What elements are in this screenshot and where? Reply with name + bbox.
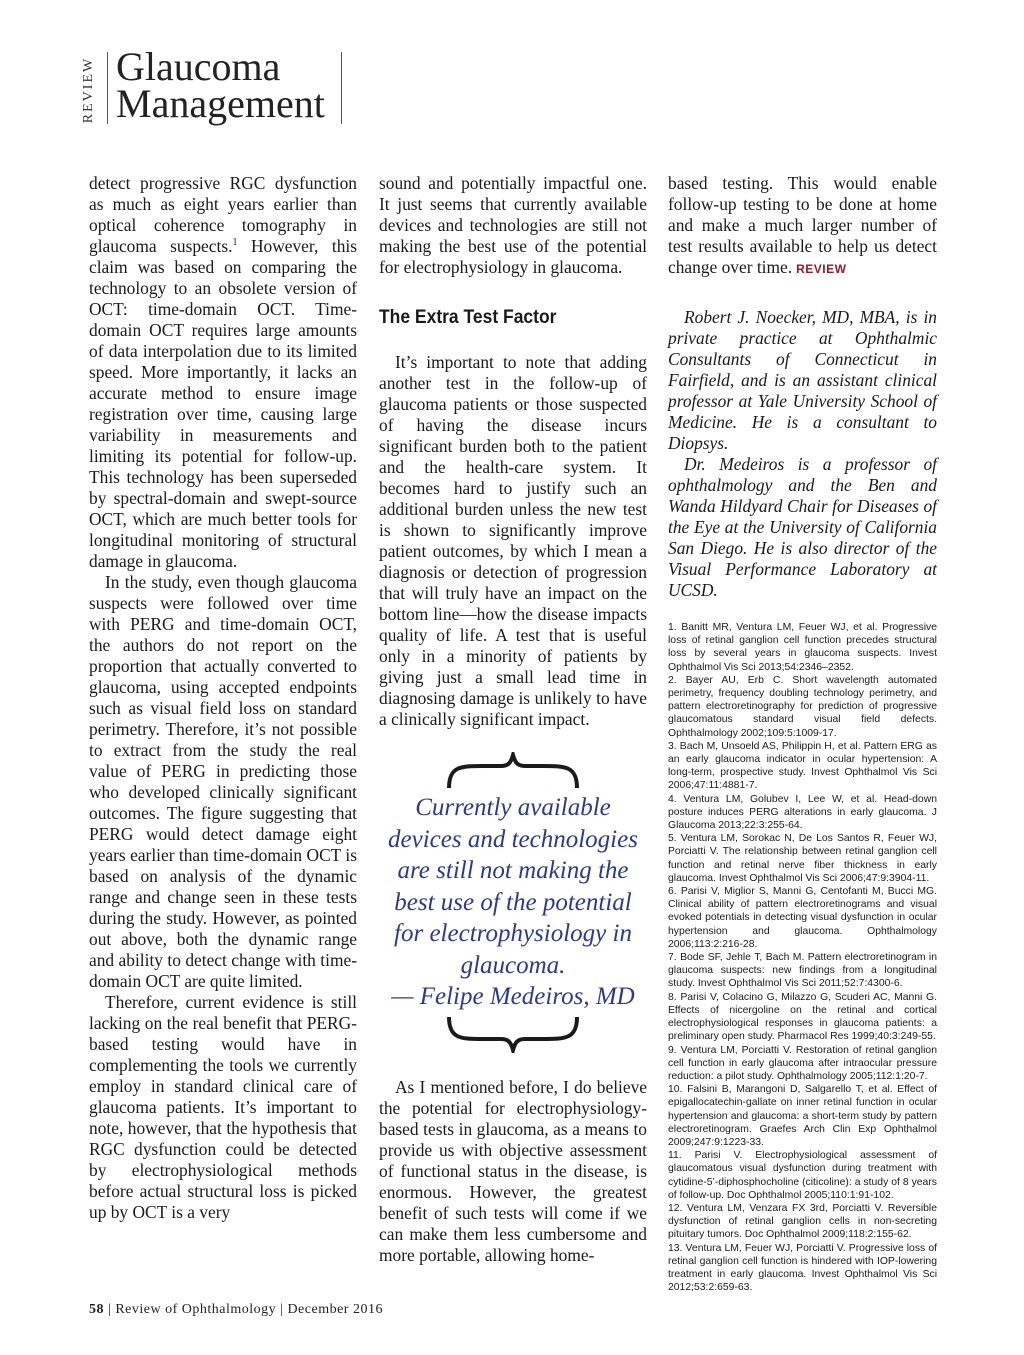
title-line-1: Glaucoma <box>116 44 281 89</box>
reference-item: 7. Bode SF, Jehle T, Bach M. Pattern electroretinogram in glaucoma suspects: new findings from a longitudinal study. Invest Ophthalmol Vis Sci 2011;52:7:4300-6. <box>668 952 937 990</box>
reference-item: 10. Falsini B, Marangoni D, Salgarello T, et al. Effect of epigallocatechin-gallate on inner retinal function in ocular hypertension and glaucoma: a short-term study by pattern electroretinogram. Graefes Arch Clin Exp Ophthalmol 2009;247:9:1223-33. <box>668 1084 937 1148</box>
page-number: 58 <box>89 1302 104 1317</box>
pull-quote <box>379 752 647 1053</box>
col1-paragraph-2: In the study, even though glaucoma suspects were followed over time with PERG and time-domain OCT, the authors do not report on the proportion that actually converted to glaucoma, using accepted endpoints such as visual field loss on standard perimetry. Therefore, it’s not possible to extract from the study the real value of PERG in predicting those who developed clinically significant outcomes. The figure suggesting that PERG would detect damage eight years earlier than time-domain OCT is based on analysis of the dynamic range and change seen in these tests during the study. However, as pointed out above, both the dynamic range and ability to detect change with time-domain OCT are quite limited. <box>89 572 357 991</box>
subhead-extra-test-factor: The Extra Test Factor <box>379 307 557 328</box>
brace-bottom-icon <box>379 1013 647 1053</box>
col1-paragraph-3: Therefore, current evidence is still lacking on the real benefit that PERG-based testing would have in complementing the tools we currently employ in standard clinical care of glaucoma patients. It’s important to note, however, that the hypothesis that RGC dysfunction could be detected by electrophysiological methods before actual structural loss is picked up by OCT is a very <box>89 992 357 1222</box>
page-footer <box>89 1302 383 1318</box>
header-rule-left <box>107 52 108 124</box>
references <box>668 621 937 1294</box>
reference-item: 9. Ventura LM, Porciatti V. Restoration of retinal ganglion cell function in early glaucoma after intraocular pressure reduction: a pilot study. Ophthalmology 2005;112:1:20-7. <box>668 1044 937 1082</box>
column-1 <box>89 173 357 1223</box>
column-3 <box>668 173 937 1294</box>
reference-item: 1. Banitt MR, Ventura LM, Feuer WJ, et al. Progressive loss of retinal ganglion cell function precedes structural loss by several years in glaucoma suspects. Invest Ophthalmol Vis Sci 2013;54:2346–2352. <box>668 622 937 673</box>
reference-item: 6. Parisi V, Miglior S, Manni G, Centofanti M, Bucci MG. Clinical ability of pattern electroretinograms and visual evoked potentials in detecting visual dysfunction in ocular hypertension and glaucoma. Ophthalmology 2006;113:2:216-28. <box>668 886 937 950</box>
citation-1: 1 <box>232 237 238 249</box>
col1-paragraph-1 <box>89 173 357 572</box>
reference-item: 5. Ventura LM, Sorokac N, De Los Santos R, Feuer WJ, Porciatti V. The relationship between retinal ganglion cell function and retinal nerve fiber thickness in early glaucoma. Invest Ophthalmol Vis Sci 2006;47:9:3904-11. <box>668 833 937 884</box>
reference-item: 3. Bach M, Unsoeld AS, Philippin H, et al. Pattern ERG as an early glaucoma indicator in ocular hypertension: A long-term, prospective study. Invest Ophthalmol Vis Sci 2006;47:11:4881-7. <box>668 740 937 792</box>
brace-top-icon <box>379 752 647 792</box>
bio-medeiros: Dr. Medeiros is a professor of ophthalmology and the Ben and Wanda Hildyard Chair for Diseases of the Eye at the University of California San Diego. He is also director of the Visual Performance Laboratory at UCSD. <box>668 454 937 600</box>
col2-paragraph-2: It’s important to note that adding another test in the follow-up of glaucoma patients or those suspected of having the disease incurs significant burden both to the patient and the health-care system. It becomes hard to justify such an additional burden unless the new test is shown to significantly improve patient outcomes, by which I mean a diagnosis or detection of progression that will truly have an impact on the bottom line—how the disease impacts quality of life. A test that is useful only in a minority of patients by giving just a small lead time in diagnosing damage is unlikely to have a clinically significant impact. <box>379 352 647 729</box>
page-title <box>116 44 325 126</box>
footer-separator-1: | <box>108 1302 112 1317</box>
col1-p1-cont: However, this claim was based on comparing the technology to an obsolete version of OCT: time-domain OCT. Time-domain OCT requires large amounts of data interpolation due to its limited speed. More importantly, it lacks an accurate method to ensure image registration over time, causing large variability in measurements and limiting its potential for follow-up. This technology has been superseded by spectral-domain and swept-source OCT, which are much better tools for longitudinal monitoring of structural damage in glaucoma. <box>89 236 357 571</box>
col3-paragraph-1 <box>668 173 937 280</box>
pull-quote-text: Currently available devices and technologies are still not making the best use of the potential for electrophysiology in glaucoma. <box>388 794 638 979</box>
col3-p1-text: based testing. This would enable follow-up testing to be done at home and make a much larger number of test results available to help us detect change over time. <box>668 173 937 277</box>
col1-p1-text: detect progressive RGC dysfunction as much as eight years earlier than optical coherence tomography in glaucoma suspects. <box>89 173 357 256</box>
title-line-2: Management <box>116 81 325 126</box>
col2-paragraph-3: As I mentioned before, I do believe the potential for electrophysiology-based tests in glaucoma, as a means to provide us with objective assessment of functional status in the disease, is enormous. However, the greatest benefit of such tests will come if we can make them less cumbersome and more portable, allowing home- <box>379 1076 647 1265</box>
reference-item: 2. Bayer AU, Erb C. Short wavelength automated perimetry, frequency doubling technology perimetry, and pattern electroretinography for prediction of progressive glaucomatous standard visual field defects. Ophthalmology 2002;109:5:1009-17. <box>668 674 937 739</box>
reference-item: 11. Parisi V. Electrophysiological assessment of glaucomatous visual dysfunction during treatment with cytidine-5’-diphosphocholine (citicoline): a study of 8 years of follow-up. Doc Ophthalmol 2005;110:1:91-102. <box>668 1150 937 1201</box>
reference-item: 12. Ventura LM, Venzara FX 3rd, Porciatti V. Reversible dysfunction of retinal ganglion cells in non-secreting pituitary tumors. Doc Ophthalmol 2009;118:2:155-62. <box>668 1202 937 1241</box>
section-label <box>74 52 104 128</box>
column-2 <box>379 173 647 1266</box>
reference-list <box>668 621 937 1294</box>
pull-quote-attribution: — Felipe Medeiros, MD <box>391 983 635 1010</box>
reference-item: 4. Ventura LM, Golubev I, Lee W, et al. Head-down posture induces PERG alterations in early glaucoma. J Glaucoma 2013;22:3:255-64. <box>668 793 937 832</box>
publication-name: Review of Ophthalmology <box>115 1302 277 1317</box>
bio-noecker: Robert J. Noecker, MD, MBA, is in private practice at Ophthalmic Consultants of Connecticut in Fairfield, and is an assistant clinical professor at Yale University School of Medicine. He is a consultant to Diopsys. <box>668 307 937 453</box>
footer-separator-2: | <box>280 1302 284 1317</box>
end-of-article-mark: REVIEW <box>796 262 847 276</box>
section-label-text: REVIEW <box>81 56 96 124</box>
col2-paragraph-1: sound and potentially impactful one. It just seems that currently available devices and technologies are still not making the best use of the potential for electrophysiology in glaucoma. <box>379 173 647 277</box>
reference-item: 13. Ventura LM, Feuer WJ, Porciatti V. Progressive loss of retinal ganglion cell function is hindered with IOP-lowering treatment in early glaucoma. Invest Ophthalmol Vis Sci 2012;53:2:659-63. <box>668 1242 937 1294</box>
reference-item: 8. Parisi V, Colacino G, Milazzo G, Scuderi AC, Manni G. Effects of nicergoline on the retinal and cortical electrophysiological responses in glaucoma patients: a preliminary open study. Pharmacol Res 1999;40:3:249-55. <box>668 991 937 1043</box>
issue-date: December 2016 <box>287 1302 383 1317</box>
header-rule-right <box>341 52 342 124</box>
author-bio <box>668 307 937 601</box>
